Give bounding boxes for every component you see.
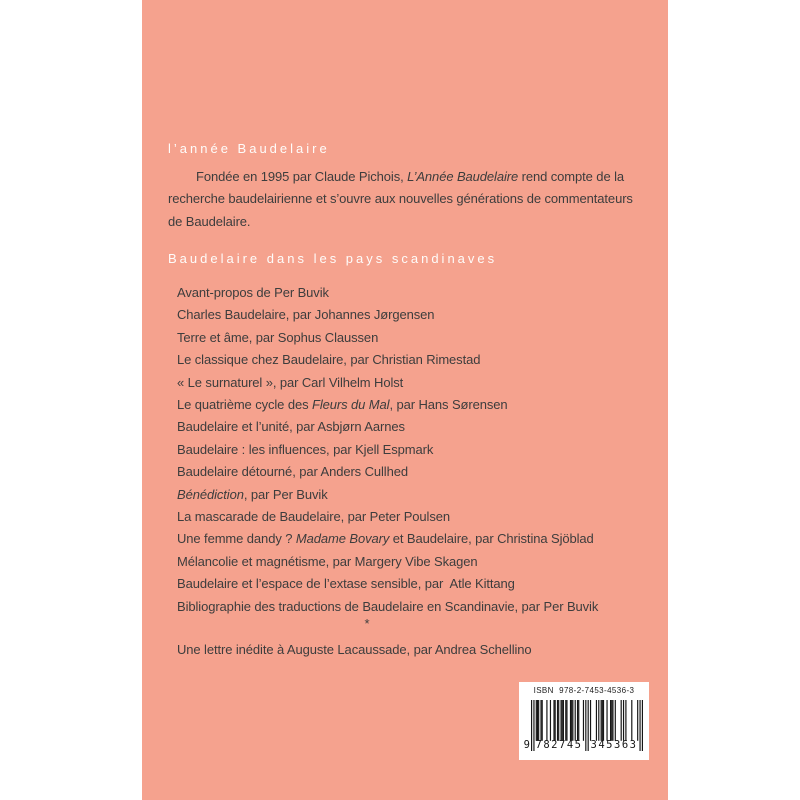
plain-text: de Baudelaire. bbox=[168, 213, 251, 229]
plain-text: Bibliographie des traductions de Baudelaire en Scandinavie, par Per Buvik bbox=[177, 598, 599, 614]
plain-text: Une lettre inédite à Auguste Lacaussade, par Andrea Schellino bbox=[177, 642, 532, 657]
toc-item bbox=[177, 461, 663, 483]
ean-group1: 782745 bbox=[535, 739, 583, 751]
plain-text: rend compte de la bbox=[518, 169, 625, 184]
plain-text: « Le surnaturel », par Carl Vilhelm Holst bbox=[177, 374, 404, 390]
plain-text: et Baudelaire, par Christina Sjöblad bbox=[389, 531, 594, 547]
toc-item bbox=[177, 372, 663, 394]
toc-list bbox=[177, 282, 663, 618]
plain-text: Baudelaire détourné, par Anders Cullhed bbox=[177, 464, 408, 480]
plain-text: Terre et âme, par Sophus Claussen bbox=[177, 329, 379, 345]
toc-item bbox=[177, 349, 663, 371]
plain-text: La mascarade de Baudelaire, par Peter Poulsen bbox=[177, 509, 451, 525]
italic-text: Madame Bovary bbox=[295, 531, 390, 547]
intro-line bbox=[168, 211, 654, 233]
plain-text: , par Hans Sørensen bbox=[389, 397, 508, 413]
plain-text: Le quatrième cycle des bbox=[177, 397, 312, 413]
appendix-item bbox=[177, 639, 532, 661]
plain-text: Le classique chez Baudelaire, par Christian Rimestad bbox=[177, 352, 481, 368]
plain-text: Charles Baudelaire, par Johannes Jørgensen bbox=[177, 307, 435, 323]
plain-text: Mélancolie et magnétisme, par Margery Vibe Skagen bbox=[177, 553, 478, 569]
toc-item bbox=[177, 304, 663, 326]
toc-item bbox=[177, 416, 663, 438]
journal-title: l’année Baudelaire bbox=[168, 141, 330, 156]
ean-first-digit: 9 bbox=[523, 739, 530, 751]
separator-asterisk: * bbox=[364, 616, 370, 631]
toc-item bbox=[177, 528, 663, 550]
italic-text: L’Année Baudelaire bbox=[407, 169, 519, 184]
book-back-cover bbox=[142, 0, 668, 800]
toc-item bbox=[177, 506, 663, 528]
intro-paragraph bbox=[168, 166, 654, 233]
toc-item bbox=[177, 394, 663, 416]
plain-text: Baudelaire et l’espace de l’extase sensible, par Atle Kittang bbox=[177, 576, 515, 592]
plain-text: Avant-propos de Per Buvik bbox=[177, 285, 329, 300]
italic-text: Bénédiction bbox=[177, 486, 244, 502]
plain-text: Baudelaire : les influences, par Kjell Espmark bbox=[177, 441, 434, 457]
plain-text: recherche baudelairienne et s’ouvre aux nouvelles générations de commentateurs bbox=[168, 191, 633, 207]
intro-line bbox=[168, 166, 654, 188]
barcode bbox=[519, 682, 649, 760]
toc-item bbox=[177, 484, 663, 506]
plain-text: Fondée en 1995 par Claude Pichois, bbox=[196, 169, 408, 184]
section-title: Baudelaire dans les pays scandinaves bbox=[168, 251, 498, 266]
intro-line bbox=[168, 188, 654, 210]
italic-text: Fleurs du Mal bbox=[312, 397, 390, 413]
plain-text: , par Per Buvik bbox=[243, 486, 328, 502]
plain-text: Baudelaire et l’unité, par Asbjørn Aarnes bbox=[177, 419, 405, 435]
isbn-label: ISBN 978-2-7453-4536-3 bbox=[533, 686, 635, 695]
toc-item bbox=[177, 327, 663, 349]
ean-group2: 345363 bbox=[590, 739, 638, 751]
toc-item bbox=[177, 551, 663, 573]
toc-item bbox=[177, 282, 663, 304]
toc-item bbox=[177, 573, 663, 595]
ean-digits bbox=[519, 738, 649, 754]
plain-text: Une femme dandy ? bbox=[177, 531, 296, 547]
toc-item bbox=[177, 439, 663, 461]
